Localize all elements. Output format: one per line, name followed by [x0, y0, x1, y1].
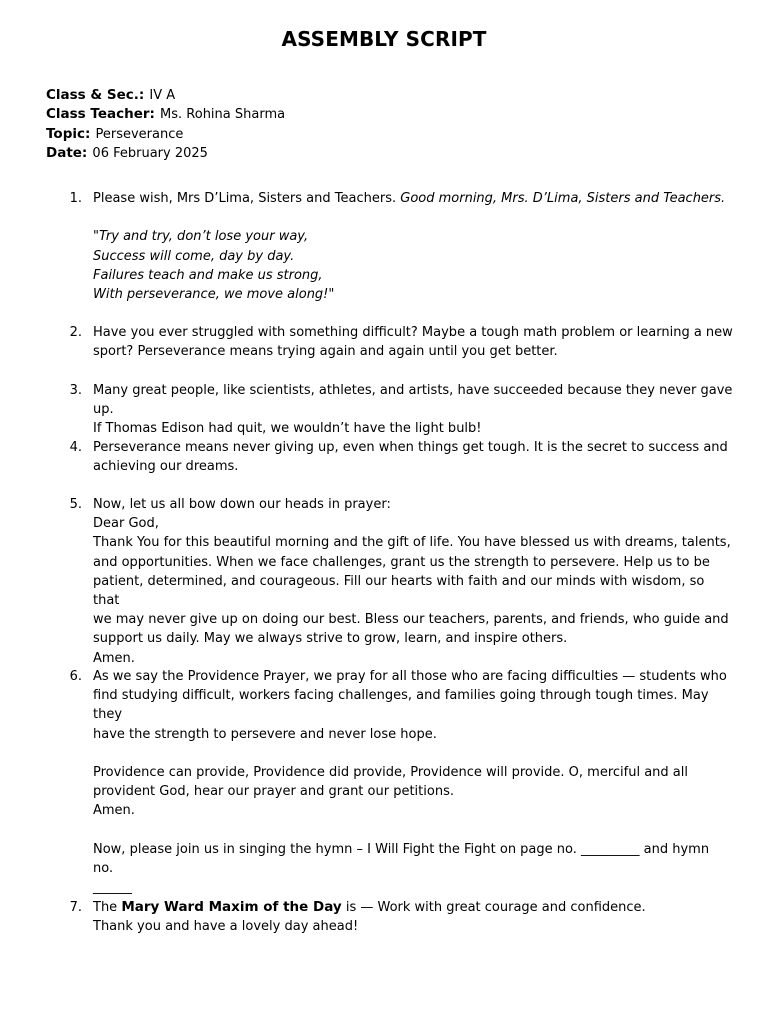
- maxim-text: Work with great courage and confidence.: [377, 900, 646, 915]
- item-body: [93, 495, 733, 668]
- wish-response: Good morning, Mrs. D’Lima, Sisters and Teachers.: [400, 191, 726, 206]
- document-title: ASSEMBLY SCRIPT: [281, 27, 487, 51]
- maxim-prefix: The: [93, 900, 118, 915]
- paragraph-line: sport? Perseverance means trying again and again until you get better.: [93, 344, 558, 360]
- item-number: 5.: [69, 497, 82, 512]
- poem-line: Success will come, day by day.: [93, 248, 295, 264]
- topic-value: Perseverance: [95, 126, 184, 142]
- poem-line: Failures teach and make us strong,: [93, 267, 323, 283]
- class-section-value: IV A: [149, 88, 176, 103]
- wish-instruction: Please wish, Mrs D’Lima, Sisters and Teachers.: [93, 191, 397, 206]
- date-row: [46, 142, 285, 161]
- paragraph-line: Have you ever struggled with something difficult? Maybe a tough math problem or learning a new: [93, 325, 733, 340]
- date-label: Date:: [46, 144, 88, 161]
- item-number: 4.: [69, 440, 82, 455]
- maxim-label: Mary Ward Maxim of the Day: [121, 899, 342, 915]
- poem-line: "Try and try, don’t lose your way,: [93, 229, 309, 245]
- item-body: [93, 898, 733, 936]
- paragraph-line: patient, determined, and courageous. Fill our hearts with faith and our minds with wisdom, so that: [93, 573, 705, 609]
- paragraph-line: Now, please join us in singing the hymn – I Will Fight the Fight on page no. _________ and hymn no.: [93, 841, 710, 876]
- class-teacher-row: [46, 103, 285, 122]
- class-teacher-value: Ms. Rohina Sharma: [160, 107, 286, 123]
- paragraph-line: find studying difficult, workers facing challenges, and families going through tough times. May they: [93, 688, 709, 723]
- topic-row: [46, 123, 285, 142]
- item-body: [93, 189, 733, 304]
- item-body: [93, 667, 733, 897]
- class-teacher-label: Class Teacher:: [46, 106, 155, 123]
- date-value: 06 February 2025: [92, 145, 208, 161]
- paragraph-line: Perseverance means never giving up, even when things get tough. It is the secret to success and: [93, 440, 728, 455]
- paragraph-line: Now, let us all bow down our heads in prayer:: [93, 497, 391, 512]
- paragraph-line: have the strength to persevere and never lose hope.: [93, 726, 437, 742]
- item-body: [93, 323, 733, 361]
- paragraph-line: provident God, hear our prayer and grant our petitions.: [93, 784, 454, 800]
- paragraph-line: Amen.: [93, 650, 135, 666]
- class-section-label: Class & Sec.:: [46, 87, 145, 103]
- item-number: 3.: [69, 383, 82, 398]
- paragraph-line: Providence can provide, Providence did provide, Providence will provide. O, merciful and all: [93, 765, 688, 780]
- item-number: 1.: [69, 191, 82, 206]
- closing-line: Thank you and have a lovely day ahead!: [93, 919, 359, 935]
- paragraph-line: Amen.: [93, 803, 135, 819]
- paragraph-line: and opportunities. When we face challenges, grant us the strength to persevere. Help us to be: [93, 554, 710, 570]
- paragraph-line: support us daily. May we always strive to grow, learn, and inspire others.: [93, 631, 568, 647]
- item-number: 6.: [69, 669, 82, 684]
- paragraph-line: we may never give up on doing our best. Bless our teachers, parents, and friends, who guide and: [93, 612, 729, 628]
- paragraph-line: Thank You for this beautiful morning and the gift of life. You have blessed us with dreams, talents,: [93, 535, 731, 551]
- item-body: [93, 438, 733, 476]
- paragraph-line: ______: [93, 880, 132, 896]
- item-number: 7.: [69, 900, 82, 915]
- maxim-connector: is —: [345, 900, 374, 915]
- paragraph-line: If Thomas Edison had quit, we wouldn’t have the light bulb!: [93, 421, 482, 437]
- poem-line: With perseverance, we move along!": [93, 287, 335, 302]
- paragraph-line: achieving our dreams.: [93, 459, 239, 475]
- paragraph-line: Dear God,: [93, 516, 159, 532]
- item-number: 2.: [69, 325, 82, 340]
- topic-label: Topic:: [46, 125, 91, 142]
- item-body: [93, 381, 733, 439]
- paragraph-line: As we say the Providence Prayer, we pray for all those who are facing difficulties — students who: [93, 669, 727, 684]
- class-section-row: [46, 84, 285, 103]
- paragraph-line: Many great people, like scientists, athletes, and artists, have succeeded because they never gave up.: [93, 383, 733, 418]
- header-info: [46, 84, 285, 161]
